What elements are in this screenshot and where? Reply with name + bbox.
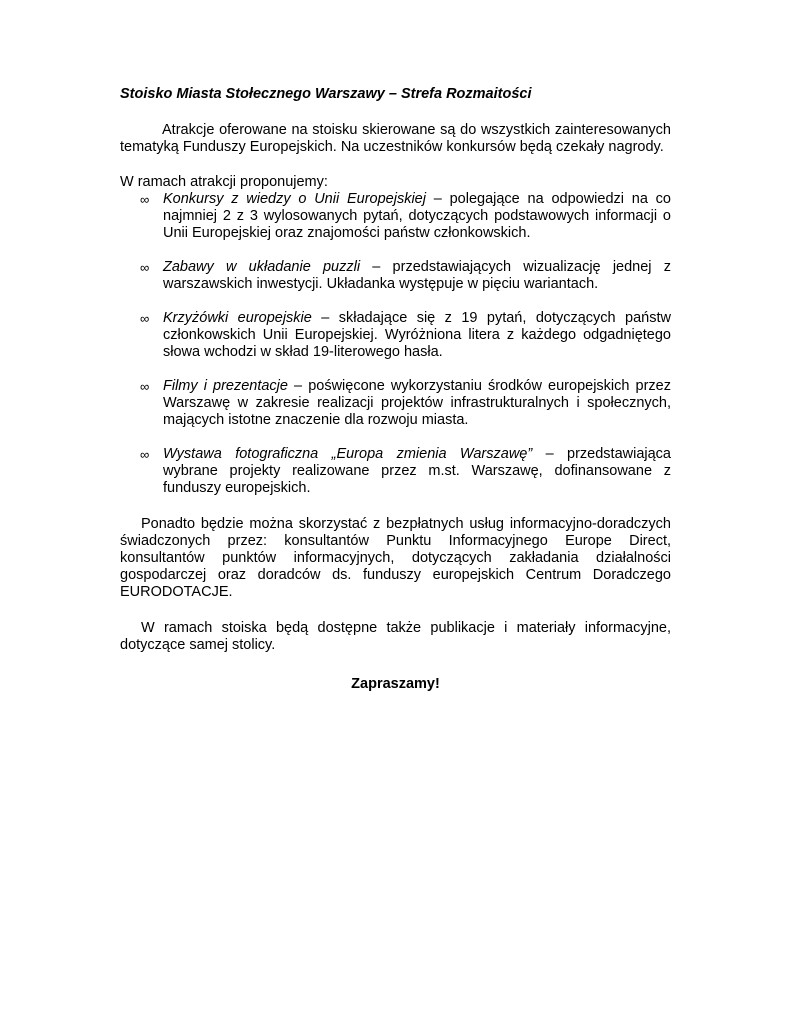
list-item-films <box>120 378 671 429</box>
list-item-quiz <box>120 191 671 242</box>
item-lead: Wystawa fotograficzna „Europa zmienia Warszawę” <box>163 446 533 462</box>
infinity-bullet-icon: ∞ <box>140 447 150 462</box>
item-text: – składające się z 19 pytań, dotyczących państw członkowskich Unii Europejskiej. Wyróżniona litera z każdego odgadniętego słowa wchodzi w skład 19-literowego hasła. <box>163 310 671 360</box>
infinity-bullet-icon: ∞ <box>140 260 150 275</box>
attractions-list <box>120 191 671 497</box>
document-page <box>120 86 671 708</box>
services-paragraph: Ponadto będzie można skorzystać z bezpłatnych usług informacyjno-doradczych świadczonych przez: konsultantów Punktu Informacyjnego Europe Direct, konsultantów punktów informacyjnych, dotyczących zakładania działalności gospodarczej oraz doradców ds. funduszy europejskich Centrum Doradczego EURODOTACJE. <box>120 516 671 600</box>
intro-paragraph: Atrakcje oferowane na stoisku skierowane są do wszystkich zainteresowanych tematyką Funduszy Europejskich. Na uczestników konkursów będą czekały nagrody. <box>120 122 671 155</box>
publications-paragraph: W ramach stoiska będą dostępne także publikacje i materiały informacyjne, dotyczące samej stolicy. <box>120 620 671 653</box>
item-lead: Krzyżówki europejskie <box>163 310 312 326</box>
infinity-bullet-icon: ∞ <box>140 192 150 207</box>
document-title: Stoisko Miasta Stołecznego Warszawy – Strefa Rozmaitości <box>120 86 532 102</box>
item-lead: Zabawy w układanie puzzli <box>163 259 361 275</box>
item-text: – poświęcone wykorzystaniu środków europejskich przez Warszawę w zakresie realizacji projektów infrastrukturalnych i społecznych, mających istotne znaczenie dla rozwoju miasta. <box>163 378 671 428</box>
item-lead: Konkursy z wiedzy o Unii Europejskiej <box>163 191 426 207</box>
item-lead: Filmy i prezentacje <box>163 378 288 394</box>
item-text: – polegające na odpowiedzi na co najmniej 2 z 3 wylosowanych pytań, dotyczących podstawowych informacji o Unii Europejskiej oraz znajomości państw członkowskich. <box>163 191 672 241</box>
list-item-exhibition <box>120 446 671 497</box>
item-text: – przedstawiających wizualizację jednej z warszawskich inwestycji. Układanka występuje w pięciu wariantach. <box>163 259 671 292</box>
list-item-crosswords <box>120 310 671 361</box>
infinity-bullet-icon: ∞ <box>140 379 150 394</box>
list-intro: W ramach atrakcji proponujemy: <box>120 174 328 190</box>
item-text: – przedstawiająca wybrane projekty realizowane przez m.st. Warszawę, dofinansowane z funduszy europejskich. <box>163 446 671 496</box>
list-item-puzzles <box>120 259 671 293</box>
closing-text: Zapraszamy! <box>351 676 440 692</box>
infinity-bullet-icon: ∞ <box>140 311 150 326</box>
